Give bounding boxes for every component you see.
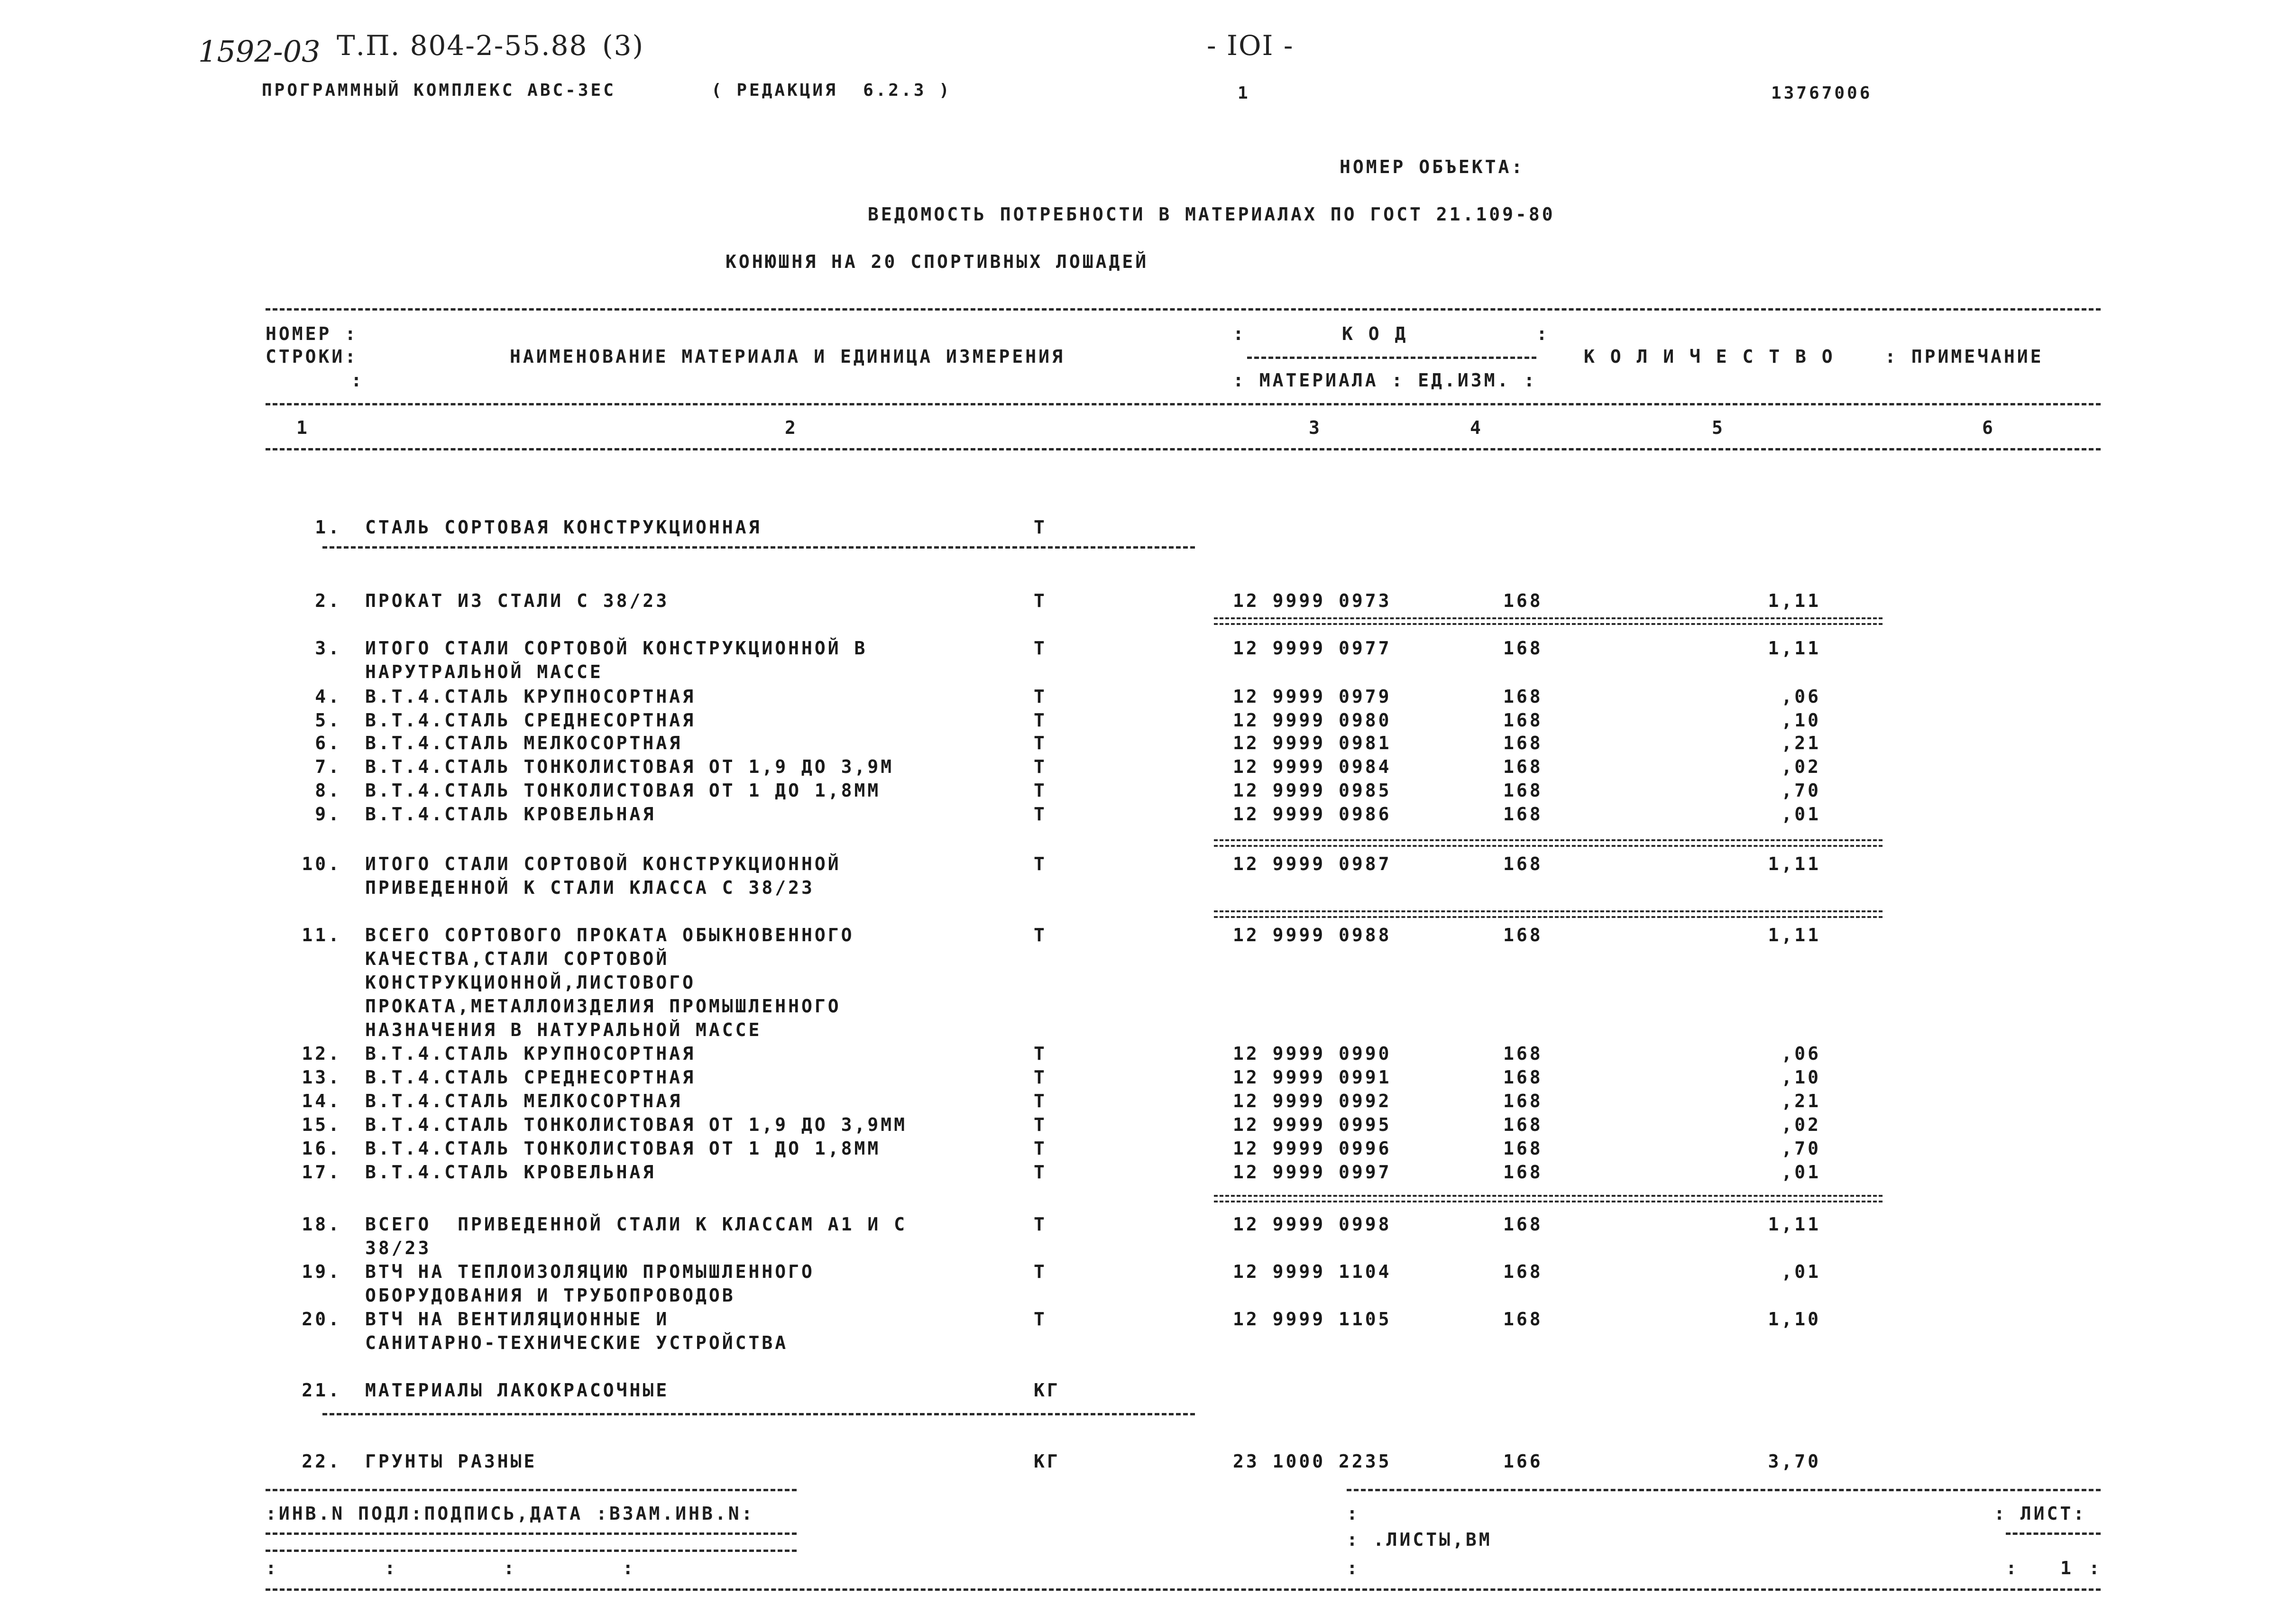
material-code: 12 9999 0984 (1233, 756, 1392, 777)
footer-rule-low-left (266, 1550, 797, 1552)
unit-code: 168 (1503, 1214, 1543, 1235)
material-name-line: В.Т.4.СТАЛЬ КРОВЕЛЬНАЯ (365, 1162, 656, 1183)
subtotal-rule-4 (1214, 1195, 1883, 1202)
col-number-5: 5 (1712, 417, 1725, 438)
quantity: 1,11 (1768, 853, 1821, 874)
material-code: 23 1000 2235 (1233, 1451, 1392, 1472)
material-name-line: В.Т.4.СТАЛЬ КРУПНОСОРТНАЯ (365, 1043, 696, 1064)
col-header-code-rule (1247, 357, 1536, 359)
col-header-row-no-1: НОМЕР : (266, 323, 358, 344)
material-code: 12 9999 0977 (1233, 638, 1392, 659)
col-header-name: НАИМЕНОВАНИЕ МАТЕРИАЛА И ЕДИНИЦА ИЗМЕРЕНИЯ (510, 346, 1065, 367)
row-number: 20. (302, 1309, 341, 1330)
unit-of-measure: Т (1034, 804, 1047, 825)
row-number: 3. (315, 638, 341, 659)
col-header-quantity: К О Л И Ч Е С Т В О (1584, 346, 1835, 367)
footer-rule-mid-left (266, 1532, 797, 1535)
material-code: 12 9999 0987 (1233, 853, 1392, 874)
footer-sheets-label: : .ЛИСТЫ,ВМ (1347, 1529, 1492, 1550)
table-row (0, 1309, 2296, 1353)
row-number: 19. (302, 1261, 341, 1282)
unit-of-measure: Т (1034, 1214, 1047, 1235)
table-header-rule (266, 403, 2101, 405)
quantity: ,70 (1781, 780, 1821, 801)
unit-code: 168 (1503, 733, 1543, 753)
material-name-line: ПРИВЕДЕННОЙ К СТАЛИ КЛАССА С 38/23 (365, 877, 815, 898)
table-row (0, 853, 2296, 898)
material-code: 12 9999 0980 (1233, 710, 1392, 731)
material-name-line: ВСЕГО СОРТОВОГО ПРОКАТА ОБЫКНОВЕННОГО (365, 925, 854, 945)
table-row (0, 1091, 2296, 1115)
footer-colons-left: : : : : (266, 1558, 636, 1578)
material-name-line: КАЧЕСТВА,СТАЛИ СОРТОВОЙ (365, 948, 670, 969)
table-row (0, 517, 2296, 541)
unit-of-measure: Т (1034, 710, 1047, 731)
table-row (0, 733, 2296, 757)
material-code: 12 9999 0990 (1233, 1043, 1392, 1064)
material-name-line: В.Т.4.СТАЛЬ СРЕДНЕСОРТНАЯ (365, 1067, 696, 1088)
unit-of-measure: Т (1034, 1114, 1047, 1135)
material-code: 12 9999 0973 (1233, 590, 1392, 611)
quantity: 1,10 (1768, 1309, 1821, 1330)
row-number: 13. (302, 1067, 341, 1088)
unit-of-measure: Т (1034, 925, 1047, 945)
table-row (0, 756, 2296, 781)
material-name-line: В.Т.4.СТАЛЬ ТОНКОЛИСТОВАЯ ОТ 1,9 ДО 3,9М (365, 756, 894, 777)
quantity: ,01 (1781, 1261, 1821, 1282)
material-name-line: В.Т.4.СТАЛЬ СРЕДНЕСОРТНАЯ (365, 710, 696, 731)
material-name-line: СТАЛЬ СОРТОВАЯ КОНСТРУКЦИОННАЯ (365, 517, 762, 538)
footer-rule-top-right (1347, 1489, 2101, 1491)
unit-of-measure: Т (1034, 1091, 1047, 1111)
row-number: 2. (315, 590, 341, 611)
material-name-line: КОНСТРУКЦИОННОЙ,ЛИСТОВОГО (365, 972, 696, 993)
unit-of-measure: Т (1034, 780, 1047, 801)
unit-of-measure: Т (1034, 1162, 1047, 1183)
col-header-row-no-3: : (351, 370, 364, 391)
footer-sheet-value-right: : (2089, 1558, 2102, 1578)
page-number: - IOI - (1207, 29, 1294, 62)
col-number-3: 3 (1309, 417, 1322, 438)
material-name-line: В.Т.4.СТАЛЬ МЕЛКОСОРТНАЯ (365, 733, 683, 753)
unit-code: 168 (1503, 1138, 1543, 1159)
footer-stamp-fields: :ИНВ.N ПОДЛ:ПОДПИСЬ,ДАТА :ВЗАМ.ИНВ.N: (266, 1503, 755, 1524)
table-numbers-rule (266, 448, 2101, 450)
unit-code: 168 (1503, 925, 1543, 945)
quantity: ,01 (1781, 804, 1821, 825)
unit-code: 168 (1503, 710, 1543, 731)
material-code: 12 9999 0998 (1233, 1214, 1392, 1235)
material-name-line: 38/23 (365, 1238, 432, 1258)
row-number: 18. (302, 1214, 341, 1235)
unit-of-measure: Т (1034, 686, 1047, 707)
material-code: 12 9999 0986 (1233, 804, 1392, 825)
unit-of-measure: Т (1034, 1138, 1047, 1159)
material-name-line: ПРОКАТ ИЗ СТАЛИ С 38/23 (365, 590, 670, 611)
material-name-line: САНИТАРНО-ТЕХНИЧЕСКИЕ УСТРОЙСТВА (365, 1332, 789, 1353)
row-number: 10. (302, 853, 341, 874)
unit-code: 168 (1503, 686, 1543, 707)
material-code: 12 9999 0988 (1233, 925, 1392, 945)
unit-code: 168 (1503, 1261, 1543, 1282)
table-row (0, 1162, 2296, 1186)
unit-code: 168 (1503, 1067, 1543, 1088)
table-row (0, 1067, 2296, 1092)
quantity: ,01 (1781, 1162, 1821, 1183)
quantity: ,06 (1781, 686, 1821, 707)
row-number: 9. (315, 804, 341, 825)
material-name-line: ОБОРУДОВАНИЯ И ТРУБОПРОВОДОВ (365, 1285, 735, 1306)
quantity: 1,11 (1768, 1214, 1821, 1235)
subtotal-rule-3 (1214, 910, 1883, 918)
material-code: 12 9999 0995 (1233, 1114, 1392, 1135)
handwritten-doc-id: 1592-03 (198, 34, 321, 69)
unit-code: 168 (1503, 756, 1543, 777)
row-number: 4. (315, 686, 341, 707)
quantity: ,21 (1781, 1091, 1821, 1111)
subtotal-rule-2 (1214, 839, 1883, 847)
unit-of-measure: Т (1034, 517, 1047, 538)
quantity: 1,11 (1768, 638, 1821, 659)
table-row (0, 1451, 2296, 1476)
object-name: КОНЮШНЯ НА 20 СПОРТИВНЫХ ЛОШАДЕЙ (726, 251, 1149, 272)
quantity: 1,11 (1768, 925, 1821, 945)
col-header-code-sub: : МАТЕРИАЛА : ЕД.ИЗМ. : (1233, 370, 1537, 391)
software-name: ПРОГРАММНЫЙ КОМПЛЕКС АВС-3ЕС (262, 81, 616, 100)
row-number: 21. (302, 1380, 341, 1401)
material-name-line: НАЗНАЧЕНИЯ В НАТУРАЛЬНОЙ МАССЕ (365, 1019, 762, 1040)
table-top-rule (266, 308, 2101, 311)
quantity: ,02 (1781, 1114, 1821, 1135)
material-name-line: ПРОКАТА,МЕТАЛЛОИЗДЕЛИЯ ПРОМЫШЛЕННОГО (365, 996, 841, 1017)
footer-colon-a: : (1347, 1503, 1360, 1524)
quantity: 3,70 (1768, 1451, 1821, 1472)
quantity: 1,11 (1768, 590, 1821, 611)
unit-code: 168 (1503, 590, 1543, 611)
table-row (0, 686, 2296, 711)
material-name-line: В.Т.4.СТАЛЬ ТОНКОЛИСТОВАЯ ОТ 1,9 ДО 3,9ММ (365, 1114, 907, 1135)
table-row (0, 1043, 2296, 1068)
material-code: 12 9999 0979 (1233, 686, 1392, 707)
row-number: 14. (302, 1091, 341, 1111)
row-number: 22. (302, 1451, 341, 1472)
material-name-line: ГРУНТЫ РАЗНЫЕ (365, 1451, 537, 1472)
sheet-index: 1 (1238, 83, 1250, 103)
material-code: 12 9999 1105 (1233, 1309, 1392, 1330)
row-number: 15. (302, 1114, 341, 1135)
material-code: 12 9999 0981 (1233, 733, 1392, 753)
table-row (0, 925, 2296, 1040)
row-number: 11. (302, 925, 341, 945)
material-code: 12 9999 1104 (1233, 1261, 1392, 1282)
project-code: Т.П. 804-2-55.88 (337, 29, 588, 62)
unit-of-measure: Т (1034, 590, 1047, 611)
unit-of-measure: Т (1034, 853, 1047, 874)
unit-of-measure: Т (1034, 1309, 1047, 1330)
footer-rule-top-left (266, 1489, 797, 1491)
material-name-line: НАРУТРАЛЬНОЙ МАССЕ (365, 661, 603, 682)
row-number: 7. (315, 756, 341, 777)
material-code: 12 9999 0991 (1233, 1067, 1392, 1088)
col-header-row-no-2: СТРОКИ: (266, 346, 358, 367)
material-name-line: ИТОГО СТАЛИ СОРТОВОЙ КОНСТРУКЦИОННОЙ (365, 853, 841, 874)
unit-code: 166 (1503, 1451, 1543, 1472)
unit-of-measure: Т (1034, 756, 1047, 777)
footer-sheet-value-left: : (2006, 1558, 2019, 1578)
row-number: 17. (302, 1162, 341, 1183)
material-name-line: В.Т.4.СТАЛЬ КРОВЕЛЬНАЯ (365, 804, 656, 825)
col-number-4: 4 (1470, 417, 1483, 438)
table-row (0, 1138, 2296, 1163)
unit-of-measure: КГ (1034, 1380, 1060, 1401)
col-header-code-colon-l: : (1233, 323, 1246, 344)
row-number: 5. (315, 710, 341, 731)
quantity: ,06 (1781, 1043, 1821, 1064)
unit-code: 168 (1503, 804, 1543, 825)
row-number: 6. (315, 733, 341, 753)
material-code: 12 9999 0997 (1233, 1162, 1392, 1183)
footer-sheet-value: 1 (2060, 1558, 2074, 1578)
material-name-line: ВСЕГО ПРИВЕДЕННОЙ СТАЛИ К КЛАССАМ А1 И С (365, 1214, 907, 1235)
unit-code: 168 (1503, 1162, 1543, 1183)
footer-colon-b: : (1347, 1558, 1360, 1578)
material-code: 12 9999 0985 (1233, 780, 1392, 801)
table-row (0, 590, 2296, 615)
row-number: 1. (315, 517, 341, 538)
material-name-line: ВТЧ НА ВЕНТИЛЯЦИОННЫЕ И (365, 1309, 670, 1330)
quantity: ,10 (1781, 1067, 1821, 1088)
unit-code: 168 (1503, 780, 1543, 801)
unit-of-measure: Т (1034, 1067, 1047, 1088)
unit-code: 168 (1503, 638, 1543, 659)
table-row (0, 1261, 2296, 1306)
col-number-6: 6 (1982, 417, 1995, 438)
table-row (0, 638, 2296, 682)
quantity: ,02 (1781, 756, 1821, 777)
material-name-line: В.Т.4.СТАЛЬ МЕЛКОСОРТНАЯ (365, 1091, 683, 1111)
col-number-1: 1 (296, 417, 310, 438)
material-code: 12 9999 0992 (1233, 1091, 1392, 1111)
col-header-code: К О Д (1342, 323, 1408, 344)
project-part: (3) (602, 29, 644, 62)
col-number-2: 2 (785, 417, 798, 438)
footer-rule-bottom (266, 1588, 2101, 1591)
footer-rule-mid-right (2006, 1532, 2101, 1535)
table-row (0, 1214, 2296, 1258)
material-code: 12 9999 0996 (1233, 1138, 1392, 1159)
quantity: ,10 (1781, 710, 1821, 731)
table-row (0, 710, 2296, 734)
unit-of-measure: Т (1034, 1261, 1047, 1282)
material-name-line: В.Т.4.СТАЛЬ ТОНКОЛИСТОВАЯ ОТ 1 ДО 1,8ММ (365, 1138, 881, 1159)
material-name-line: ВТЧ НА ТЕПЛОИЗОЛЯЦИЮ ПРОМЫШЛЕННОГО (365, 1261, 815, 1282)
group-rule-2 (322, 1413, 1195, 1415)
subtotal-rule-1 (1214, 617, 1883, 625)
unit-code: 168 (1503, 1309, 1543, 1330)
row-number: 12. (302, 1043, 341, 1064)
material-name-line: В.Т.4.СТАЛЬ ТОНКОЛИСТОВАЯ ОТ 1 ДО 1,8ММ (365, 780, 881, 801)
table-row (0, 780, 2296, 805)
unit-code: 168 (1503, 1114, 1543, 1135)
unit-of-measure: КГ (1034, 1451, 1060, 1472)
group-rule-1 (322, 546, 1195, 549)
material-name-line: МАТЕРИАЛЫ ЛАКОКРАСОЧНЫЕ (365, 1380, 670, 1401)
software-edition: ( РЕДАКЦИЯ 6.2.3 ) (711, 81, 952, 100)
quantity: ,21 (1781, 733, 1821, 753)
unit-of-measure: Т (1034, 733, 1047, 753)
doc-number: 13767006 (1771, 83, 1873, 103)
unit-of-measure: Т (1034, 638, 1047, 659)
col-header-note: : ПРИМЕЧАНИЕ (1885, 346, 2044, 367)
material-name-line: ИТОГО СТАЛИ СОРТОВОЙ КОНСТРУКЦИОННОЙ В (365, 638, 868, 659)
statement-title: ВЕДОМОСТЬ ПОТРЕБНОСТИ В МАТЕРИАЛАХ ПО ГОСТ 21.109-80 (868, 204, 1555, 225)
row-number: 8. (315, 780, 341, 801)
table-row (0, 804, 2296, 828)
material-name-line: В.Т.4.СТАЛЬ КРУПНОСОРТНАЯ (365, 686, 696, 707)
unit-code: 168 (1503, 853, 1543, 874)
unit-of-measure: Т (1034, 1043, 1047, 1064)
unit-code: 168 (1503, 1091, 1543, 1111)
table-row (0, 1114, 2296, 1139)
unit-code: 168 (1503, 1043, 1543, 1064)
table-row (0, 1380, 2296, 1404)
footer-sheet-label: : ЛИСТ: (1994, 1503, 2087, 1524)
quantity: ,70 (1781, 1138, 1821, 1159)
object-number-label: НОМЕР ОБЪЕКТА: (1340, 156, 1525, 177)
col-header-code-colon-r: : (1536, 323, 1550, 344)
row-number: 16. (302, 1138, 341, 1159)
